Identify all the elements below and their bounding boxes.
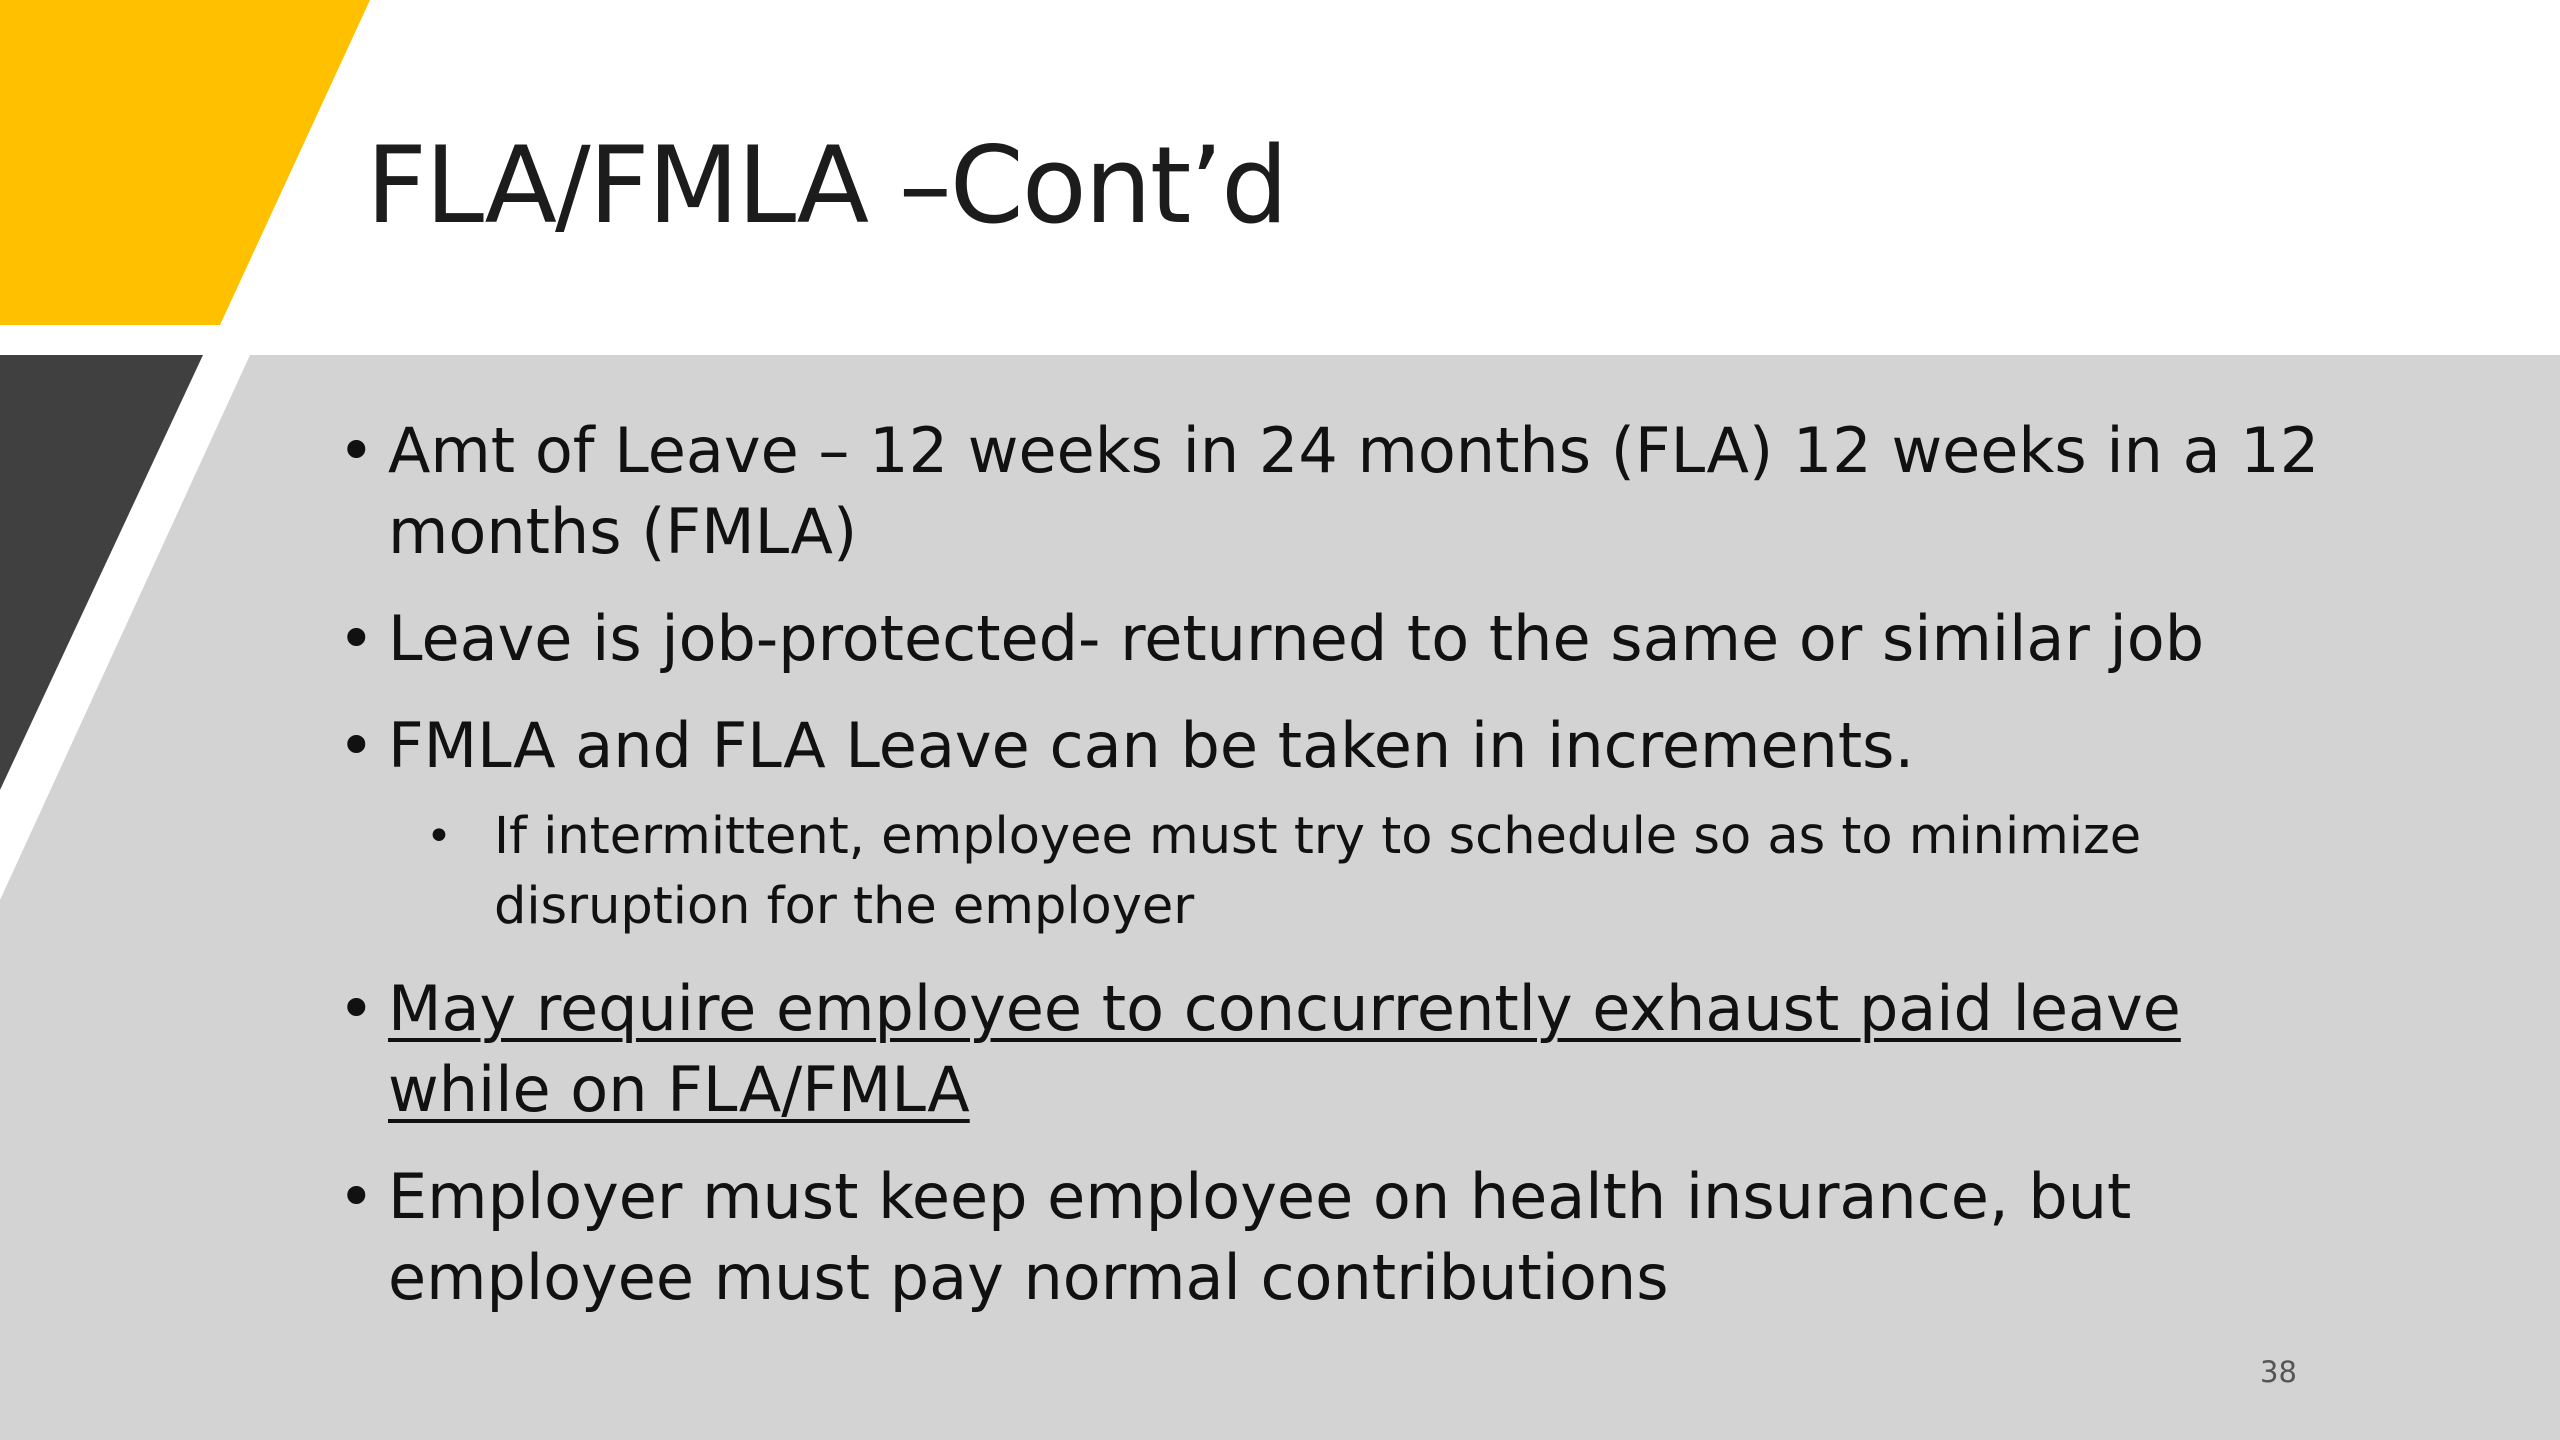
- bullet-text: Amt of Leave – 12 weeks in 24 months (FLA) 12 weeks in a 12 months (FMLA): [388, 414, 2320, 568]
- bullet-marker: •: [338, 709, 375, 782]
- bullet-marker: •: [338, 1160, 375, 1233]
- bullet-marker: •: [338, 414, 375, 487]
- bullet-item-health-insurance: [338, 1156, 2338, 1318]
- bullet-item-job-protected: [338, 598, 2338, 679]
- bullet-item-paid-leave: [338, 968, 2338, 1130]
- bullet-list: [338, 410, 2338, 1344]
- bullet-text: FMLA and FLA Leave can be taken in increments.: [388, 709, 1915, 782]
- bullet-marker: •: [338, 602, 375, 675]
- bullet-item-increments: [338, 705, 2338, 786]
- slide-title: FLA/FMLA –Cont’d: [366, 124, 1287, 247]
- yellow-accent-shape: [0, 0, 370, 325]
- sub-bullet-text: If intermittent, employee must try to schedule so as to minimize disruption for the employer: [494, 807, 2142, 936]
- bullet-text: Leave is job-protected- returned to the same or similar job: [388, 602, 2205, 675]
- bullet-item-amount-of-leave: [338, 410, 2338, 572]
- sub-bullet-marker: •: [426, 811, 452, 862]
- bullet-text-underlined: May require employee to concurrently exhaust paid leave while on FLA/FMLA: [388, 972, 2181, 1126]
- bullet-text: Employer must keep employee on health insurance, but employee must pay normal contributions: [388, 1160, 2132, 1314]
- bullet-marker: •: [338, 972, 375, 1045]
- slide-page-number: 38: [2260, 1355, 2297, 1389]
- sub-bullet-item-intermittent: [426, 802, 2338, 942]
